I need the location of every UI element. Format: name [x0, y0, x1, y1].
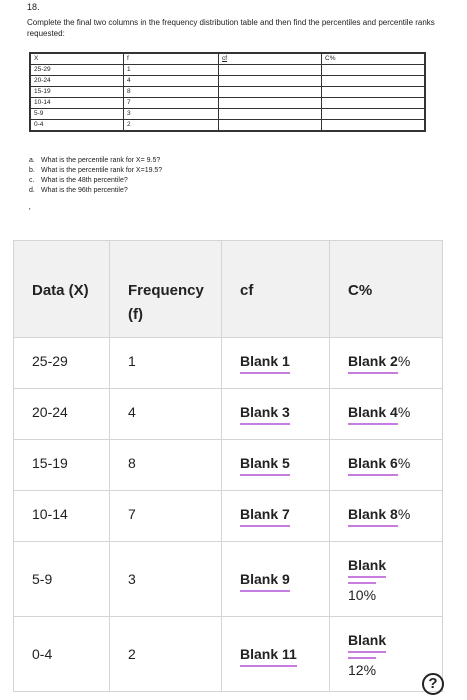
- table-row: 5-9 3: [30, 109, 425, 120]
- blank-6-input[interactable]: Blank 6: [348, 454, 398, 476]
- header-cf: cf: [222, 241, 330, 338]
- sub-question-a: a. What is the percentile rank for X= 9.5?: [29, 157, 161, 164]
- help-icon[interactable]: ?: [422, 673, 444, 695]
- table-row: 10-14 7 Blank 7 Blank 8%: [14, 491, 443, 542]
- blank-8-input[interactable]: Blank 8: [348, 505, 398, 527]
- table-row: 20-24 4 Blank 3 Blank 4%: [14, 389, 443, 440]
- header-data-x: Data (X): [14, 241, 110, 338]
- answer-table: [13, 240, 443, 692]
- tick-mark: ': [29, 207, 31, 216]
- blank-7-input[interactable]: Blank 7: [240, 505, 290, 527]
- question-number: 18.: [27, 2, 40, 12]
- header-cpercent: C%: [322, 53, 426, 65]
- blank-10-input[interactable]: Blank 10%: [348, 557, 387, 603]
- frequency-table-image: [29, 52, 426, 132]
- blank-4-input[interactable]: Blank 4: [348, 403, 398, 425]
- table-row: 20-24 4: [30, 76, 425, 87]
- blank-11-input[interactable]: Blank 11: [240, 645, 297, 667]
- blank-5-input[interactable]: Blank 5: [240, 454, 290, 476]
- sub-question-c: c. What is the 48th percentile?: [29, 177, 128, 184]
- table-row: 25-29 1: [30, 65, 425, 76]
- header-x: X: [30, 53, 124, 65]
- blank-2-input[interactable]: Blank 2: [348, 352, 398, 374]
- table-row: 15-19 8 Blank 5 Blank 6%: [14, 440, 443, 491]
- table-row: 25-29 1 Blank 1 Blank 2%: [14, 338, 443, 389]
- header-cf: cf: [222, 55, 228, 62]
- table-row: 0-4 2 Blank 11 Blank 12%: [14, 617, 443, 692]
- table-row: 5-9 3 Blank 9 Blank 10%: [14, 542, 443, 617]
- table-row: 15-19 8: [30, 87, 425, 98]
- header-f: f: [124, 53, 219, 65]
- sub-questions: [29, 156, 162, 196]
- answer-table-header: [14, 241, 443, 338]
- blank-3-input[interactable]: Blank 3: [240, 403, 290, 425]
- question-instructions: Complete the final two columns in the frequency distribution table and then find the percentiles and percentile ranks requested:: [27, 18, 435, 38]
- blank-1-input[interactable]: Blank 1: [240, 352, 290, 374]
- sub-question-b: b. What is the percentile rank for X=19.5?: [29, 167, 163, 174]
- sub-question-d: d. What is the 96th percentile?: [29, 187, 128, 194]
- blank-9-input[interactable]: Blank 9: [240, 570, 290, 592]
- header-frequency: Frequency (f): [110, 241, 222, 338]
- table-row: 10-14 7: [30, 98, 425, 109]
- table-row: 0-4 2: [30, 120, 425, 132]
- blank-12-input[interactable]: Blank 12%: [348, 632, 387, 678]
- header-cpercent: C%: [330, 241, 443, 338]
- frequency-table-header: [30, 53, 425, 65]
